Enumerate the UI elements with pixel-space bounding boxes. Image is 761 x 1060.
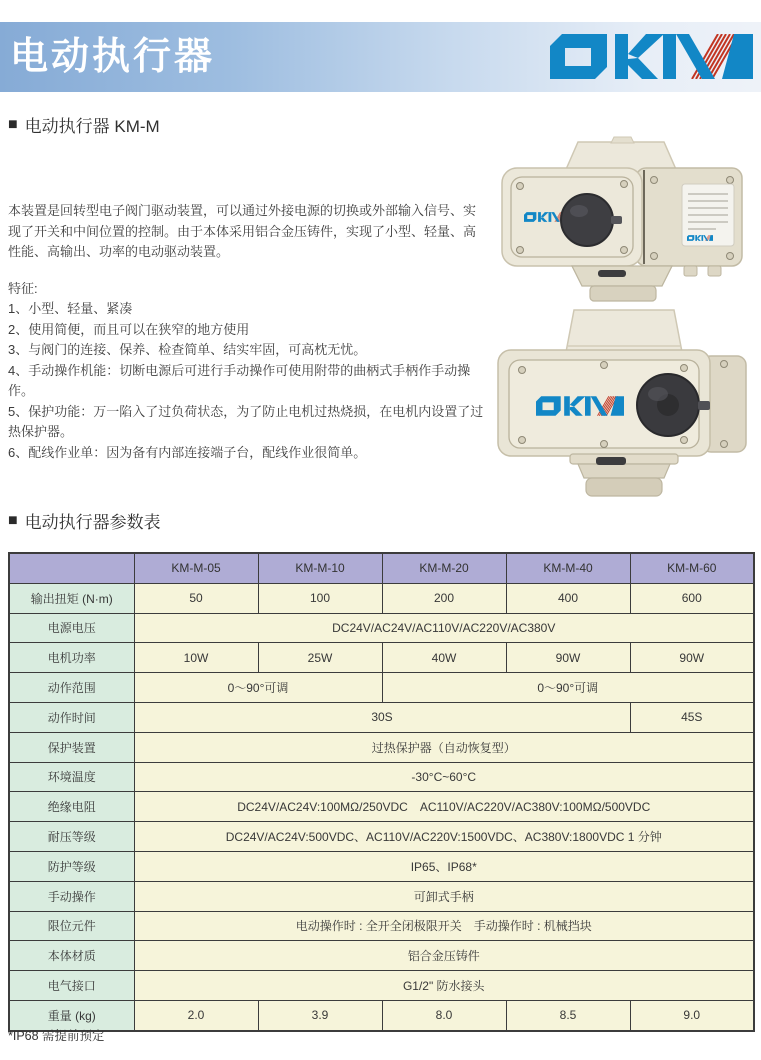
features-label: 特征:	[8, 280, 38, 296]
table-row	[9, 613, 754, 643]
param-value: 90W	[506, 643, 630, 673]
table-row	[9, 702, 754, 732]
param-value: 100	[258, 583, 382, 613]
table-row	[9, 673, 754, 703]
section-heading-params	[8, 508, 161, 533]
param-value: 200	[382, 583, 506, 613]
param-value: DC24V/AC24V:500VDC、AC110V/AC220V:1500VDC、AC380V:1800VDC 1 分钟	[134, 822, 754, 852]
table-header-cell: KM-M-60	[630, 553, 754, 583]
header-band	[0, 22, 761, 92]
param-label: 输出扭矩 (N·m)	[9, 583, 134, 613]
section2-title: 电动执行器参数表	[24, 513, 161, 532]
param-label: 环境温度	[9, 762, 134, 792]
table-header-cell: KM-M-40	[506, 553, 630, 583]
param-label: 耐压等级	[9, 822, 134, 852]
param-value: 400	[506, 583, 630, 613]
table-row	[9, 643, 754, 673]
okm-logo	[550, 34, 753, 79]
param-label: 本体材质	[9, 941, 134, 971]
param-value: DC24V/AC24V:100MΩ/250VDC AC110V/AC220V/AC380V:100MΩ/500VDC	[134, 792, 754, 822]
param-value: 8.5	[506, 1000, 630, 1030]
param-value: 可卸式手柄	[134, 881, 754, 911]
param-label: 绝缘电阻	[9, 792, 134, 822]
param-value: 0～90°可调	[382, 673, 754, 703]
table-row	[9, 881, 754, 911]
table-row	[9, 732, 754, 762]
param-value: 过热保护器（自动恢复型）	[134, 732, 754, 762]
param-label: 动作时间	[9, 702, 134, 732]
param-value: 600	[630, 583, 754, 613]
table-row	[9, 941, 754, 971]
table-row	[9, 762, 754, 792]
page-title: 电动执行器	[10, 36, 216, 78]
table-row	[9, 583, 754, 613]
table-row	[9, 851, 754, 881]
param-value: 10W	[134, 643, 258, 673]
description-column	[8, 201, 484, 463]
param-label: 防护等级	[9, 851, 134, 881]
feature-item: 1、小型、轻量、紧凑	[8, 301, 133, 316]
feature-item: 6、配线作业单：因为备有内部连接端子台，配线作业很简单。	[8, 444, 367, 460]
feature-item: 2、使用简便，而且可以在狭窄的地方使用	[8, 321, 250, 337]
param-value: 2.0	[134, 1000, 258, 1030]
param-label: 电机功率	[9, 643, 134, 673]
section-heading-product	[8, 112, 160, 137]
table-row	[9, 822, 754, 852]
param-label: 手动操作	[9, 881, 134, 911]
param-label: 重量 (kg)	[9, 1000, 134, 1030]
param-value: 25W	[258, 643, 382, 673]
param-value: 40W	[382, 643, 506, 673]
param-label: 保护装置	[9, 732, 134, 762]
intro-paragraph: 本装置是回转型电子阀门驱动装置，可以通过外接电源的切换或外部输入信号、实现了开关和中间位置的控制。由于本体采用铝合金压铸件，实现了小型、轻量、高性能、高输出、功率的电动驱动装置。	[8, 203, 477, 259]
param-label: 动作范围	[9, 673, 134, 703]
table-row	[9, 792, 754, 822]
actuator-photo-bottom	[478, 302, 760, 500]
actuator-photo-top	[486, 134, 756, 304]
param-value: IP65、IP68*	[134, 851, 754, 881]
param-value: 0～90°可调	[134, 673, 382, 703]
param-value: 90W	[630, 643, 754, 673]
square-bullet-icon: ■	[8, 511, 18, 529]
table-row	[9, 1000, 754, 1030]
param-value: DC24V/AC24V/AC110V/AC220V/AC380V	[134, 613, 754, 643]
feature-item: 5、保护功能：万一陷入了过负荷状态，为了防止电机过热烧损，在电机内设置了过热保护器。	[8, 403, 484, 439]
param-value: -30°C~60°C	[134, 762, 754, 792]
spec-table	[8, 552, 755, 1032]
table-header-cell	[9, 553, 134, 583]
param-value: 铝合金压铸件	[134, 941, 754, 971]
table-header-cell: KM-M-20	[382, 553, 506, 583]
feature-item: 4、手动操作机能：切断电源后可进行手动操作可使用附带的曲柄式手柄作手动操作。	[8, 362, 471, 398]
table-header-cell: KM-M-05	[134, 553, 258, 583]
table-header-row	[9, 553, 754, 583]
param-label: 电气接口	[9, 971, 134, 1001]
section1-title: 电动执行器 KM-M	[24, 117, 160, 136]
param-value: 8.0	[382, 1000, 506, 1030]
param-value: G1/2" 防水接头	[134, 971, 754, 1001]
param-value: 3.9	[258, 1000, 382, 1030]
table-header-cell: KM-M-10	[258, 553, 382, 583]
feature-item: 3、与阀门的连接、保养、检查简单、结实牢固，可高枕无忧。	[8, 342, 367, 357]
param-label: 电源电压	[9, 613, 134, 643]
table-row	[9, 911, 754, 941]
param-label: 限位元件	[9, 911, 134, 941]
square-bullet-icon: ■	[8, 115, 18, 133]
param-value: 电动操作时 : 全开全闭极限开关 手动操作时 : 机械挡块	[134, 911, 754, 941]
table-row	[9, 971, 754, 1001]
param-value: 9.0	[630, 1000, 754, 1030]
footnote: *IP68 需提前预定	[8, 1029, 105, 1043]
param-value: 50	[134, 583, 258, 613]
param-value: 45S	[630, 702, 754, 732]
param-value: 30S	[134, 702, 630, 732]
